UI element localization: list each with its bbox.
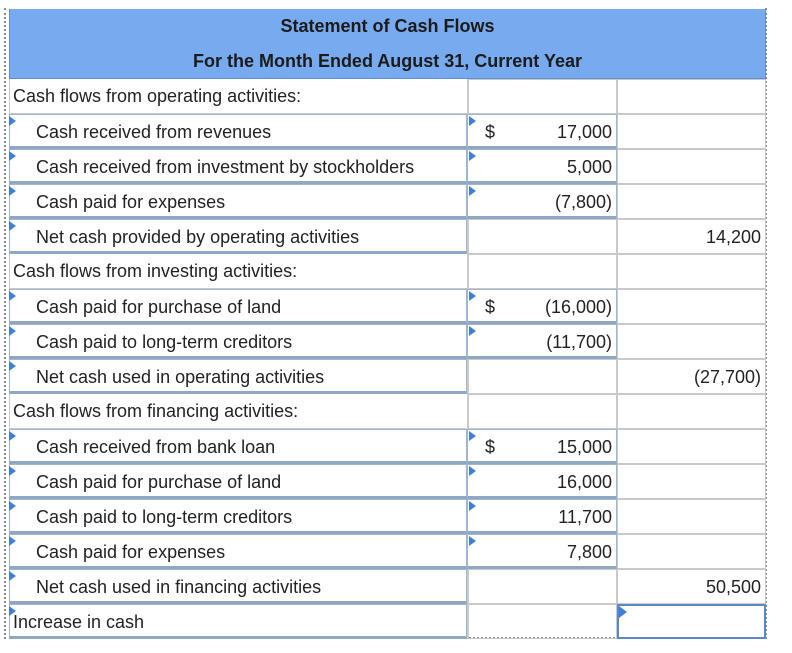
dropdown-flag-icon: [9, 466, 16, 476]
amount-cell[interactable]: [467, 499, 617, 534]
section-heading: [9, 394, 467, 429]
total-cell: [617, 79, 766, 114]
line-item-label[interactable]: [9, 184, 467, 219]
statement-row: [9, 289, 766, 324]
dropdown-flag-icon: [469, 536, 476, 546]
total-cell: [617, 359, 766, 394]
dropdown-flag-icon: [9, 151, 16, 161]
row-label-text: Cash paid to long-term creditors: [36, 507, 293, 527]
amount-cell[interactable]: [467, 464, 617, 499]
amount-cell[interactable]: [467, 324, 617, 359]
total-value: 50,500: [705, 577, 761, 597]
statement-row: [9, 429, 766, 464]
amount-cell[interactable]: [467, 149, 617, 184]
amount-cell: [467, 394, 617, 429]
row-label-text: Increase in cash: [13, 612, 145, 632]
line-item-label[interactable]: [9, 604, 467, 639]
amount-value: 17,000: [556, 122, 612, 142]
line-item-label[interactable]: [9, 534, 467, 569]
dropdown-flag-icon: [469, 326, 476, 336]
row-label-text: Cash received from bank loan: [36, 437, 276, 457]
total-cell: [617, 464, 766, 499]
line-item-label[interactable]: [9, 114, 467, 149]
row-label-text: Cash flows from operating activities:: [13, 86, 302, 106]
row-label-text: Cash paid for purchase of land: [36, 297, 282, 317]
line-item-label[interactable]: [9, 569, 467, 604]
statement-row: [9, 114, 766, 149]
dropdown-flag-icon: [469, 501, 476, 511]
amount-cell[interactable]: [467, 289, 617, 324]
line-item-label[interactable]: [9, 464, 467, 499]
statement-row: [9, 604, 766, 639]
dollar-sign: $: [485, 437, 496, 457]
statement-row: [9, 324, 766, 359]
amount-value: (16,000): [544, 297, 612, 317]
dropdown-flag-icon: [9, 606, 16, 616]
total-cell: [617, 289, 766, 324]
total-cell: [617, 394, 766, 429]
total-value: 14,200: [705, 227, 761, 247]
statement-row: [9, 394, 766, 429]
total-cell: [617, 254, 766, 289]
statement-row: [9, 254, 766, 289]
row-label-text: Cash paid for expenses: [36, 192, 226, 212]
amount-cell: [467, 79, 617, 114]
row-label-text: Cash received from investment by stockholders: [36, 157, 415, 177]
row-label-text: Net cash used in financing activities: [36, 577, 322, 597]
line-item-label[interactable]: [9, 219, 467, 254]
amount-cell[interactable]: [467, 534, 617, 569]
amount-cell: [467, 604, 617, 639]
amount-cell: [467, 219, 617, 254]
total-cell: [617, 219, 766, 254]
dropdown-flag-icon: [9, 291, 16, 301]
increase-in-cash-input[interactable]: [617, 604, 766, 639]
dollar-sign: $: [485, 297, 496, 317]
dropdown-flag-icon: [9, 221, 16, 231]
dropdown-flag-icon: [469, 431, 476, 441]
total-cell: [617, 569, 766, 604]
statement-title: Statement of Cash Flows: [9, 9, 766, 44]
total-cell: [617, 184, 766, 219]
statement-row: [9, 534, 766, 569]
amount-cell[interactable]: [467, 114, 617, 149]
total-cell: [617, 534, 766, 569]
line-item-label[interactable]: [9, 324, 467, 359]
statement-row: [9, 359, 766, 394]
row-label-text: Cash paid for expenses: [36, 542, 226, 562]
line-item-label[interactable]: [9, 359, 467, 394]
statement-row: [9, 219, 766, 254]
total-cell: [617, 114, 766, 149]
amount-value: 7,800: [566, 542, 612, 562]
row-label-text: Net cash provided by operating activities: [36, 227, 360, 247]
dropdown-flag-icon: [469, 186, 476, 196]
statement-period: For the Month Ended August 31, Current Year: [9, 44, 766, 79]
statement-row: [9, 184, 766, 219]
dropdown-flag-icon: [9, 116, 16, 126]
dropdown-flag-icon: [9, 501, 16, 511]
total-cell: [617, 324, 766, 359]
row-label-text: Cash flows from investing activities:: [13, 261, 298, 281]
amount-cell: [467, 359, 617, 394]
dropdown-flag-icon: [619, 606, 627, 618]
statement-row: [9, 569, 766, 604]
dollar-sign: $: [485, 122, 496, 142]
statement-row: [9, 499, 766, 534]
line-item-label[interactable]: [9, 289, 467, 324]
statement-row: [9, 149, 766, 184]
dropdown-flag-icon: [9, 536, 16, 546]
dropdown-flag-icon: [9, 361, 16, 371]
amount-cell: [467, 254, 617, 289]
statement-row: [9, 464, 766, 499]
dropdown-flag-icon: [469, 291, 476, 301]
row-label-text: Cash flows from financing activities:: [13, 401, 299, 421]
dropdown-flag-icon: [9, 571, 16, 581]
amount-value: 15,000: [556, 437, 612, 457]
dropdown-flag-icon: [469, 466, 476, 476]
amount-value: (7,800): [554, 192, 612, 212]
row-label-text: Cash paid to long-term creditors: [36, 332, 293, 352]
amount-cell: [467, 569, 617, 604]
total-value: (27,700): [693, 367, 761, 387]
amount-value: 5,000: [566, 157, 612, 177]
amount-cell[interactable]: [467, 429, 617, 464]
amount-cell[interactable]: [467, 184, 617, 219]
amount-value: 11,700: [558, 507, 612, 527]
row-label-text: Net cash used in operating activities: [36, 367, 325, 387]
line-item-label[interactable]: [9, 429, 467, 464]
dropdown-flag-icon: [9, 326, 16, 336]
amount-value: 16,000: [556, 472, 612, 492]
total-cell: [617, 149, 766, 184]
dropdown-flag-icon: [469, 116, 476, 126]
dropdown-flag-icon: [469, 151, 476, 161]
line-item-label[interactable]: [9, 499, 467, 534]
dropdown-flag-icon: [9, 186, 16, 196]
dropdown-flag-icon: [9, 431, 16, 441]
line-item-label[interactable]: [9, 149, 467, 184]
section-heading: [9, 79, 467, 114]
total-cell: [617, 499, 766, 534]
amount-value: (11,700): [546, 332, 612, 352]
row-label-text: Cash paid for purchase of land: [36, 472, 282, 492]
statement-row: [9, 79, 766, 114]
row-label-text: Cash received from revenues: [36, 122, 272, 142]
total-cell: [617, 429, 766, 464]
section-heading: [9, 254, 467, 289]
